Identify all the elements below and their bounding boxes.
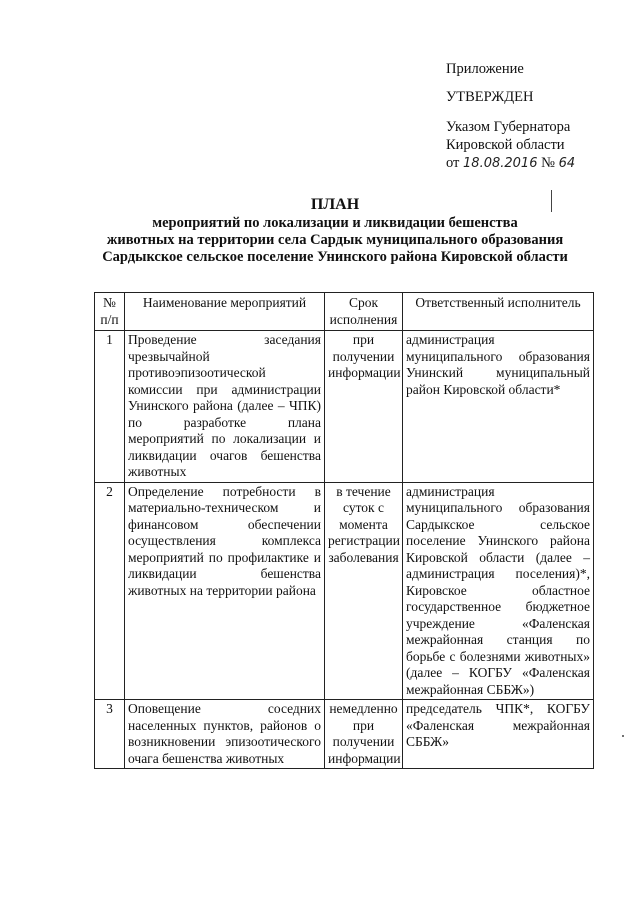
date-number-line <box>446 154 575 173</box>
row-responsible: председатель ЧПК*, КОГБУ «Фаленская межрайонная СББЖ» <box>403 700 594 769</box>
row-num: 3 <box>95 700 125 769</box>
decree-line-2: Кировской области <box>446 137 565 153</box>
row-measure: Проведение заседания чрезвычайной противоэпизоотической комиссии при администрации Унинского района (далее – ЧПК) по разработке плана мероприятий по локализации и ликвидации очагов бешенства животных <box>125 331 325 483</box>
measures-table <box>94 292 594 769</box>
row-measure: Определение потребности в материально-техническом и финансовом обеспечении осуществления комплекса мероприятий по профилактике и ликвидации бешенства животных на территории района <box>125 482 325 700</box>
approved-label: УТВЕРЖДЕН <box>446 89 534 105</box>
row-measure: Оповещение соседних населенных пунктов, районов о возникновении эпизоотического очага бешенства животных <box>125 700 325 769</box>
title-line-2: животных на территории села Сардык муниципального образования <box>106 232 564 248</box>
approval-block <box>446 60 575 173</box>
table-row <box>95 482 594 700</box>
title-line-3: Сардыкское сельское поселение Унинского района Кировской области <box>102 249 568 265</box>
row-num: 2 <box>95 482 125 700</box>
number-label: № <box>541 155 555 171</box>
header-term: Срок исполнения <box>325 293 403 331</box>
header-name: Наименование мероприятий <box>125 293 325 331</box>
handwritten-date: 18.08.2016 <box>463 156 538 171</box>
handwritten-number: 64 <box>558 156 576 171</box>
table-row <box>95 331 594 483</box>
row-responsible: администрация муниципального образования Сардыкское сельское поселение Унинского района Кировской области (далее – администрация поселения)*, Кировское областное государственное бюджетное учреждение «Фаленская межрайонная станция по борьбе с болезнями животных» (далее – КОГБУ «Фаленская межрайонная СББЖ») <box>403 482 594 700</box>
from-label: от <box>446 155 460 171</box>
scan-dot <box>622 735 624 737</box>
row-term: в течение суток с момента регистрации заболевания <box>325 482 403 700</box>
table-row <box>95 700 594 769</box>
header-num: № п/п <box>95 293 125 331</box>
table-header-row <box>95 293 594 331</box>
decree-line-1: Указом Губернатора <box>446 119 571 135</box>
row-num: 1 <box>95 331 125 483</box>
plan-heading: ПЛАН <box>310 196 360 213</box>
row-term: немедленно при получении информации <box>325 700 403 769</box>
header-resp: Ответственный исполнитель <box>403 293 594 331</box>
row-term: при получении информации <box>325 331 403 483</box>
row-responsible: администрация муниципального образования Унинский муниципальный район Кировской области* <box>403 331 594 483</box>
appendix-label: Приложение <box>446 61 524 77</box>
document-title <box>60 196 610 266</box>
title-line-1: мероприятий по локализации и ликвидации бешенства <box>152 215 518 231</box>
